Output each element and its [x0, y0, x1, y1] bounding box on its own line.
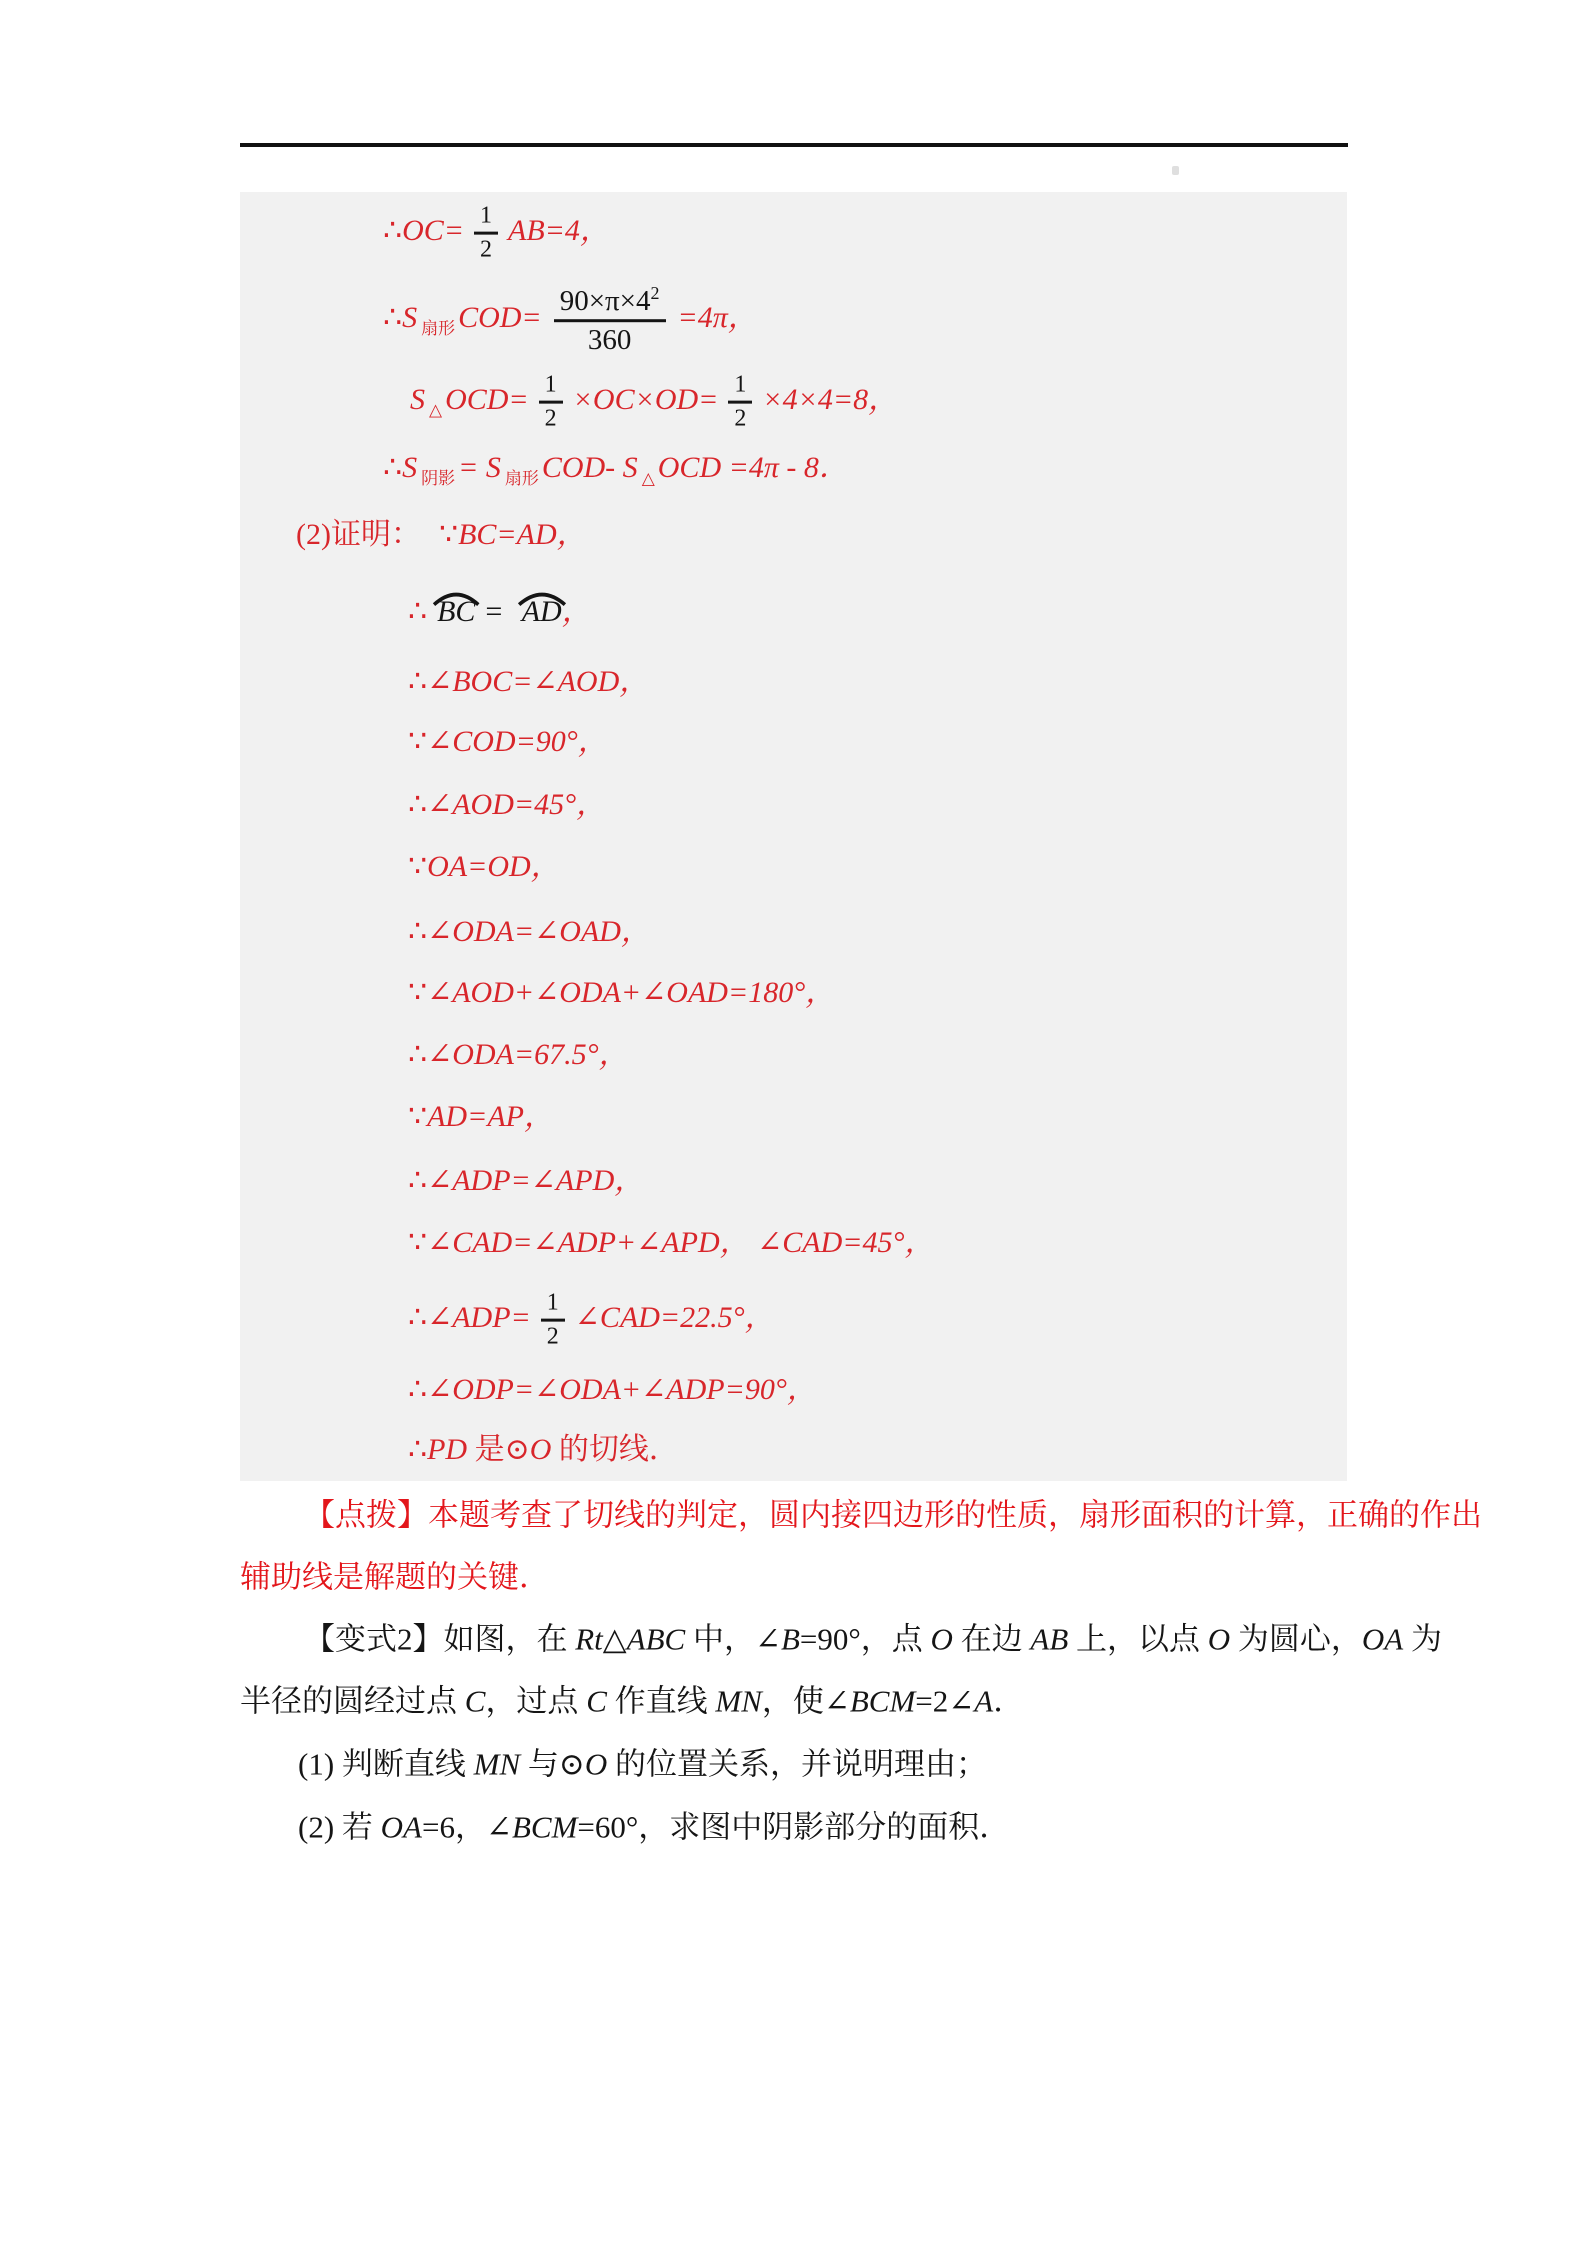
variation-paragraph-line-1 [304, 1620, 1442, 1657]
tip-paragraph-line-1: 【点拨】本题考查了切线的判定，圆内接四边形的性质，扇形面积的计算，正确的作出 [304, 1497, 1482, 1533]
text-segment: (2) 若 [298, 1809, 381, 1845]
text-segment: 【变式2】如图，在 [304, 1621, 576, 1657]
math-segment: ∴OC= [383, 213, 465, 247]
math-segment: AD [521, 594, 562, 628]
tip-paragraph-line-2: 辅助线是解题的关键． [240, 1559, 550, 1595]
solution-line-12: ∵∠AOD+∠ODA+∠OAD=180°， [408, 975, 836, 1009]
math-segment: ×4×4=8， [762, 382, 899, 416]
math-segment: AB=4， [508, 213, 610, 247]
math-segment: =4π， [677, 300, 758, 334]
math-var: C [464, 1683, 486, 1719]
solution-line-1 [383, 203, 610, 264]
math-var: OA [1361, 1621, 1404, 1657]
fraction [541, 1290, 565, 1351]
math-var: MN [473, 1746, 521, 1782]
text-segment: =60°，求图中阴影部分的面积． [577, 1809, 1011, 1845]
top-rule [240, 143, 1348, 147]
fraction [554, 283, 666, 357]
solution-line-15: ∴∠ADP=∠APD， [408, 1163, 645, 1197]
question-item-2 [298, 1808, 1010, 1845]
solution-line-4 [383, 451, 849, 489]
text-segment: 的位置关系，并说明理由； [607, 1746, 988, 1782]
fraction-denominator: 360 [587, 324, 632, 357]
math-segment: 90×π×4 [559, 284, 651, 317]
variation-paragraph-line-2 [240, 1682, 1024, 1719]
arc-group [522, 595, 562, 630]
fraction-denominator: 2 [480, 236, 493, 263]
math-segment: = S [458, 451, 501, 485]
subscript-label: 阴影 [421, 469, 456, 489]
text-segment: 与⊙ [520, 1746, 585, 1782]
fraction-numerator: 1 [541, 1290, 565, 1322]
math-var: O [1207, 1621, 1231, 1657]
math-segment: ∠CAD=22.5°， [574, 1300, 775, 1334]
exponent: 2 [650, 283, 660, 304]
math-var: C [586, 1683, 607, 1719]
text-segment: 上，以点 [1068, 1621, 1208, 1657]
solution-block [240, 192, 1347, 1481]
solution-line-18: ∴∠ODP=∠ODA+∠ADP=90°， [408, 1372, 817, 1406]
math-segment: ∴S [383, 451, 418, 485]
smudge-artifact [1172, 166, 1179, 175]
math-segment: COD= [458, 300, 542, 334]
math-segment: O [529, 1432, 552, 1466]
text-segment: 是⊙ [467, 1432, 530, 1466]
fraction [539, 372, 563, 433]
math-segment: COD- S [541, 451, 638, 485]
fraction-numerator: 1 [728, 372, 752, 404]
math-segment: BC [437, 594, 476, 628]
proof-label: (2)证明： [296, 517, 421, 551]
subscript-label: 扇形 [421, 318, 456, 338]
solution-line-11: ∴∠ODA=∠OAD， [408, 914, 651, 948]
math-var: AB [1030, 1621, 1069, 1657]
arc-symbol [516, 590, 568, 607]
math-segment: ∴∠ADP= [408, 1300, 531, 1334]
solution-line-9: ∴∠AOD=45°， [408, 787, 607, 821]
math-segment: = [483, 594, 504, 628]
math-var: Rt△ABC [575, 1621, 686, 1657]
solution-line-7: ∴∠BOC=∠AOD， [408, 664, 650, 698]
text-segment: ． [993, 1683, 1025, 1719]
math-var: BCM [849, 1683, 916, 1719]
solution-line-17 [408, 1290, 775, 1351]
arc-group [437, 595, 475, 630]
fraction-denominator: 2 [546, 1323, 559, 1350]
solution-line-19 [408, 1433, 679, 1468]
fraction [728, 372, 752, 433]
math-segment: ×OC×OD= [572, 382, 719, 416]
text-segment: 的切线． [551, 1432, 679, 1466]
fraction-numerator: 1 [539, 372, 563, 404]
fraction-denominator: 2 [734, 405, 747, 432]
text-segment: 半径的圆经过点 [240, 1683, 465, 1719]
solution-line-13: ∴∠ODA=67.5°， [408, 1037, 629, 1071]
text-segment: =2∠ [915, 1683, 975, 1719]
fraction-numerator [554, 283, 666, 322]
math-var: A [974, 1683, 994, 1719]
math-segment: S [410, 382, 425, 416]
solution-line-14: ∵AD=AP， [408, 1099, 554, 1133]
question-item-1 [298, 1745, 987, 1782]
text-segment: (1) 判断直线 [298, 1746, 474, 1782]
arc-symbol [431, 590, 481, 607]
subscript-label: △ [641, 469, 655, 489]
text-segment: ，使∠ [761, 1683, 850, 1719]
therefore-symbol: ∴ [408, 594, 428, 628]
solution-line-8: ∵∠COD=90°， [408, 724, 608, 758]
math-segment: OCD =4π - 8． [657, 451, 849, 485]
math-segment: PD [427, 1432, 468, 1466]
math-segment: ， [561, 594, 592, 628]
solution-line-10: ∵OA=OD， [408, 849, 561, 883]
math-var: B [780, 1621, 800, 1657]
text-segment: 在边 [952, 1621, 1031, 1657]
subscript-label: △ [429, 400, 443, 420]
math-var: MN [715, 1683, 762, 1719]
subscript-label: 扇形 [504, 469, 539, 489]
fraction-numerator: 1 [474, 203, 498, 235]
fraction-denominator: 2 [544, 405, 557, 432]
solution-line-6 [408, 595, 592, 630]
text-segment: =90°，点 [799, 1621, 931, 1657]
solution-line-16: ∵∠CAD=∠ADP+∠APD， ∠CAD=45°， [408, 1225, 935, 1259]
math-segment: OCD= [445, 382, 529, 416]
text-segment: 为 [1403, 1621, 1442, 1657]
math-segment: ∵BC=AD， [438, 517, 587, 551]
text-segment: =6，∠ [421, 1809, 512, 1845]
solution-line-3 [410, 372, 898, 433]
text-segment: 为圆心， [1230, 1621, 1362, 1657]
solution-line-2 [383, 283, 758, 357]
text-segment: 作直线 [606, 1683, 716, 1719]
math-segment: ∴S [383, 300, 418, 334]
text-segment: 中，∠ [685, 1621, 781, 1657]
text-segment: ，过点 [485, 1683, 587, 1719]
solution-line-5 [296, 518, 587, 553]
math-var: O [584, 1746, 608, 1782]
therefore-symbol: ∴ [408, 1432, 428, 1466]
fraction [474, 203, 498, 264]
math-var: BCM [511, 1809, 578, 1845]
math-var: O [930, 1621, 953, 1657]
math-var: OA [380, 1809, 422, 1845]
